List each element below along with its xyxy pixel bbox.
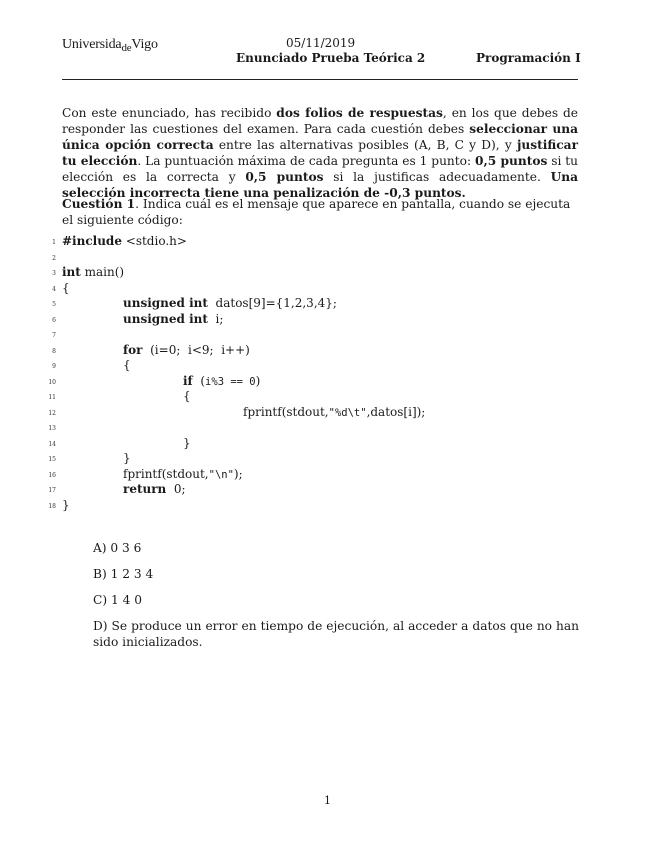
code-line: [40, 327, 600, 343]
header-divider: [62, 79, 578, 80]
line-number: 5: [52, 301, 56, 308]
university-logo: Universida$_{de}$Vigo: [62, 37, 158, 54]
code-text: fprintf(stdout,: [123, 466, 209, 481]
intro-bold-text: justificar tu elección: [62, 138, 578, 168]
code-line: [40, 296, 600, 312]
code-line: [40, 312, 600, 328]
code-line: [40, 358, 600, 374]
intro-text: entre las alternativas posibles (A, B, C y D), y: [213, 138, 517, 152]
line-number: 2: [52, 254, 56, 262]
intro-bold-text: seleccionar una única opción correcta: [62, 122, 578, 152]
code-text: {: [62, 280, 70, 295]
option-d: D) Se produce un error en tiempo de ejecución, al acceder a datos que no han sido inicializados.: [93, 619, 579, 649]
code-text: (: [192, 373, 206, 388]
code-line: [40, 467, 600, 483]
code-line: [40, 498, 600, 514]
code-text: 0;: [166, 482, 186, 496]
course-name: Programación I: [476, 51, 581, 65]
code-keyword: int: [62, 265, 81, 279]
code-text: (i=0; i<9; i++): [142, 342, 250, 357]
question-label: Cuestión 1: [62, 197, 136, 211]
line-number: 8: [52, 347, 56, 355]
code-line: [40, 482, 600, 498]
code-literal: i%3 == 0: [205, 375, 256, 388]
code-text: main(): [80, 265, 125, 279]
code-line: [40, 420, 600, 436]
intro-text: Con este enunciado, has recibido: [62, 106, 277, 120]
intro-bold-text: dos folios de respuestas: [276, 106, 443, 120]
code-line: [40, 250, 600, 266]
line-number: 13: [48, 425, 56, 432]
exam-date: 05/11/2019: [286, 36, 356, 50]
code-literal: "\n": [208, 468, 234, 481]
line-number: 15: [48, 456, 56, 463]
code-line: [40, 265, 600, 281]
line-number: 10: [48, 378, 56, 386]
code-text: i;: [207, 311, 224, 326]
code-listing: [40, 234, 600, 513]
line-number: 14: [48, 440, 56, 448]
line-number: 3: [52, 270, 56, 277]
code-text: ,datos[i]);: [366, 404, 426, 419]
option-a: A) 0 3 6: [93, 541, 142, 555]
line-number: 12: [48, 409, 56, 417]
code-text: ): [255, 373, 261, 388]
code-line: [40, 343, 600, 359]
intro-text: , en los que debes de responder las cuestiones del examen. Para cada cuestión debes: [62, 106, 578, 136]
line-number: 17: [48, 487, 56, 494]
code-text: );: [233, 466, 243, 481]
code-text: }: [62, 497, 70, 512]
intro-bold-text: 0,5 puntos: [475, 154, 548, 168]
code-keyword: if: [183, 373, 193, 388]
option-c: C) 1 4 0: [93, 593, 142, 607]
code-text: datos[9]={1,2,3,4};: [207, 296, 337, 310]
code-text: <stdio.h>: [121, 234, 187, 248]
page-number: 1: [324, 794, 331, 807]
code-line: [40, 234, 600, 250]
code-line: [40, 451, 600, 467]
code-line: [40, 436, 600, 452]
line-number: 11: [48, 394, 56, 401]
code-line: [40, 374, 600, 390]
intro-bold-text: 0,5 puntos: [245, 170, 324, 184]
code-keyword: unsigned int: [123, 311, 208, 326]
code-keyword: for: [123, 342, 143, 357]
question-1-prompt: [62, 196, 578, 228]
code-text: }: [183, 435, 191, 450]
code-keyword: return: [123, 482, 167, 496]
instructions-paragraph: [62, 105, 578, 201]
code-literal: "%d\t": [328, 406, 367, 419]
exam-title: Enunciado Prueba Teórica 2: [236, 51, 426, 65]
code-line: [40, 389, 600, 405]
code-line: [40, 281, 600, 297]
code-keyword: #include: [62, 234, 122, 248]
intro-bold-text: Una selección incorrecta tiene una penalización de -0,3 puntos.: [62, 170, 578, 200]
line-number: 1: [52, 239, 56, 246]
code-text: {: [123, 358, 131, 372]
line-number: 18: [48, 502, 56, 510]
question-text: . Indica cuál es el mensaje que aparece en pantalla, cuando se ejecuta el siguiente código:: [62, 197, 571, 227]
line-number: 16: [48, 471, 56, 479]
code-keyword: unsigned int: [123, 296, 208, 310]
intro-text: si tu elección es la correcta y: [62, 154, 578, 184]
line-number: 4: [52, 285, 56, 293]
line-number: 9: [52, 363, 56, 370]
intro-text: . La puntuación máxima de cada pregunta es 1 punto:: [137, 154, 475, 168]
code-text: }: [123, 451, 131, 465]
line-number: 7: [52, 332, 56, 339]
option-b: B) 1 2 3 4: [93, 567, 154, 581]
code-text: {: [183, 389, 191, 403]
intro-text: si la justificas adecuadamente.: [323, 170, 551, 184]
code-text: fprintf(stdout,: [243, 404, 329, 419]
code-line: [40, 405, 600, 421]
line-number: 6: [52, 316, 56, 324]
